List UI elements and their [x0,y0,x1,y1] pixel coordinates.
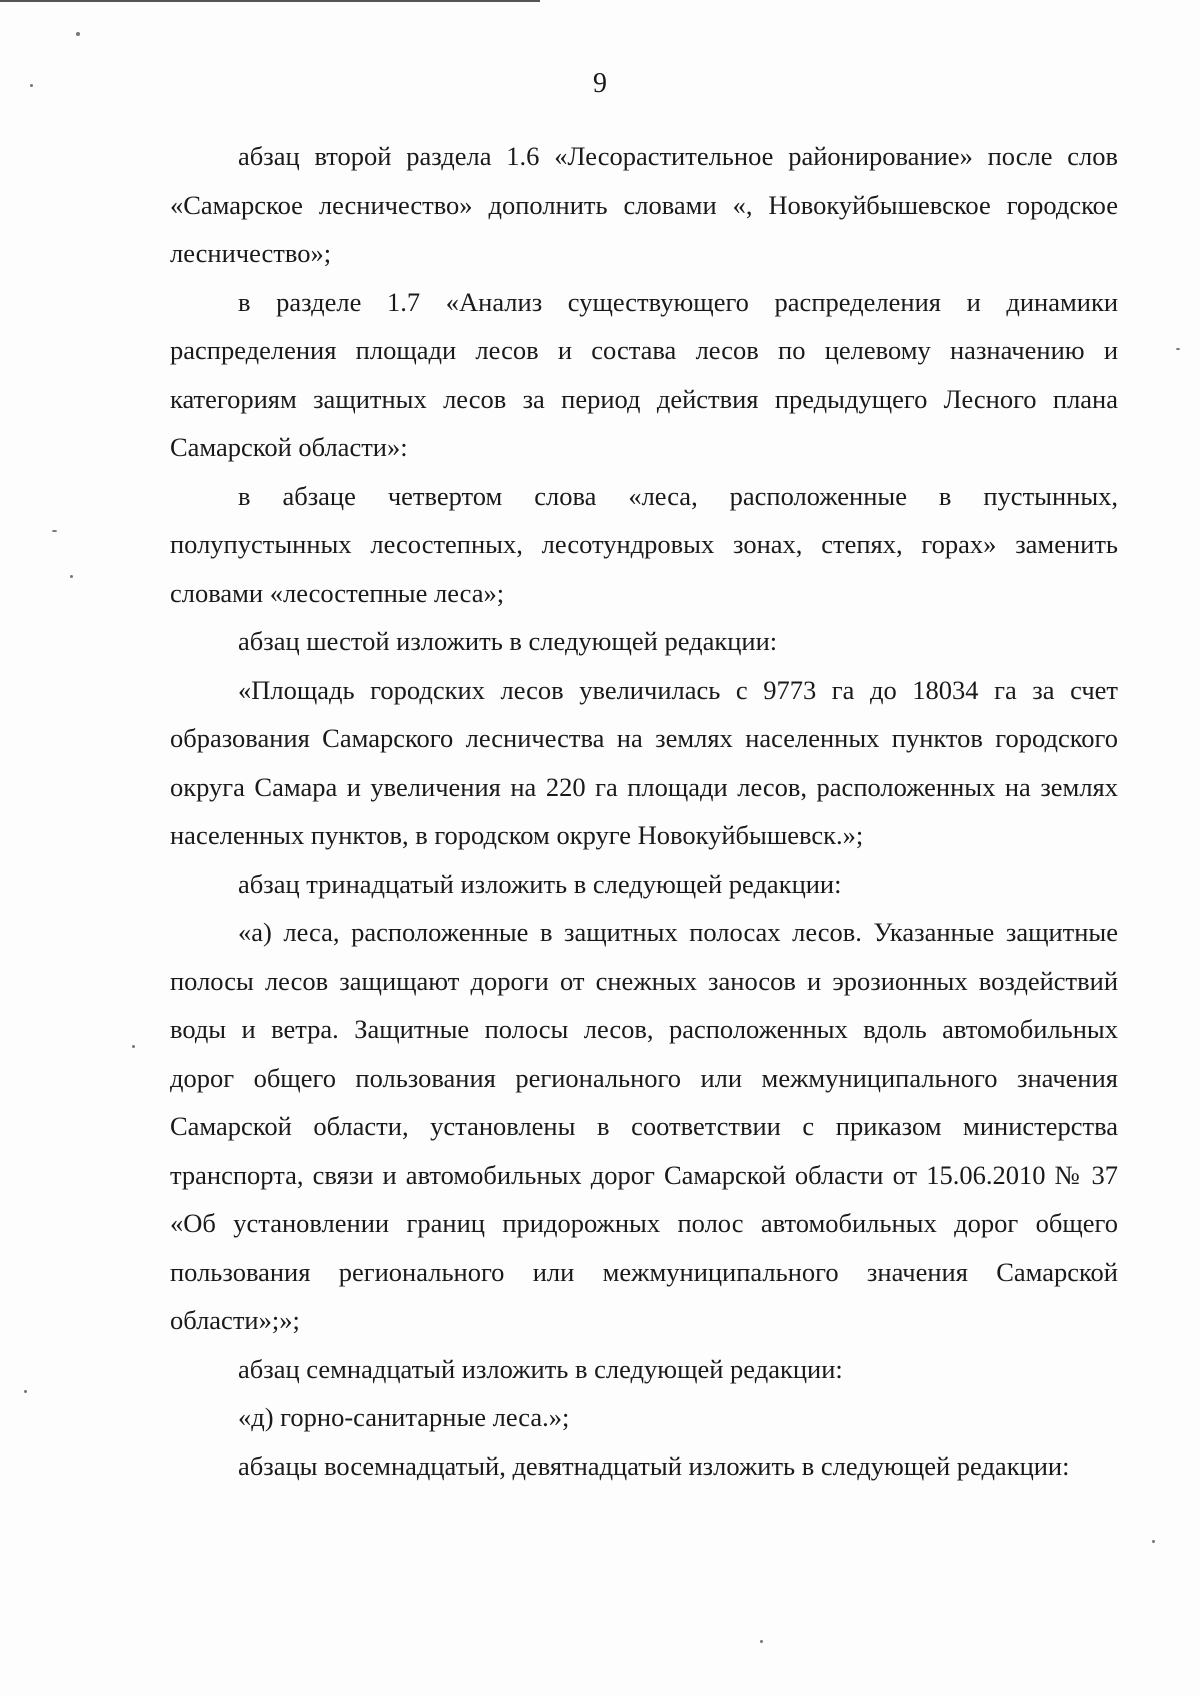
paragraph-sixth-intro: абзац шестой изложить в следующей редакции: [238,626,778,656]
scan-speck [760,1640,763,1643]
paragraph-fourth: в абзаце четвертом слова «леса, расположенные в пустынных, полупустынных лесостепных, лесотундровых зонах, степях, горах» заменить словами «лесостепные леса»; [170,480,1118,608]
paragraph-section-1-6: абзац второй раздела 1.6 «Лесорастительное районирование» после слов «Самарское лесничество» дополнить словами «, Новокуйбышевское городское лесничество»; [170,141,1118,268]
scan-speck [76,32,80,36]
paragraph-thirteenth-intro: абзац тринадцатый изложить в следующей редакции: [238,868,842,899]
scan-speck [24,1390,27,1393]
paragraph-section-1-7: в разделе 1.7 «Анализ существующего распределения и динамики распределения площади лесов и состава лесов по целевому назначению и категориям защитных лесов за период действия предыдущего Лесного плана Самарской области»: [170,286,1118,462]
scan-speck [132,1045,135,1048]
paragraph-sixth-text: «Площадь городских лесов увеличилась с 9773 га до 18034 га за счет образования Самарского лесничества на землях населенных пунктов городского округа Самара и увеличения на 220 га площади лесов, расположенных на землях населенных пунктов, в городском округе Новокуйбышевск.»; [170,674,1118,850]
document-body [170,132,1118,1490]
scan-speck [52,530,57,532]
scan-speck [1152,1540,1155,1543]
page-number: 9 [593,68,607,99]
scan-speck [1176,348,1180,350]
paragraph-eighteenth-nineteenth-intro: абзацы восемнадцатый, девятнадцатый изложить в следующей редакции: [238,1450,1070,1481]
paragraph-seventeenth-text: «д) горно-санитарные леса.»; [238,1402,570,1432]
paragraph-thirteenth-text: «а) леса, расположенные в защитных полосах лесов. Указанные защитные полосы лесов защищают дороги от снежных заносов и эрозионных воздействий воды и ветра. Защитные полосы лесов, расположенных вдоль автомобильных дорог общего пользования регионального или межмуниципального значения Самарской области, установлены в соответствии с приказом министерства транспорта, связи и автомобильных дорог Самарской области от 15.06.2010 № 37 «Об установлении границ придорожных полос автомобильных дорог общего пользования регионального или межмуниципального значения Самарской области»;»; [170,917,1118,1335]
paragraph-seventeenth-intro: абзац семнадцатый изложить в следующей редакции: [238,1353,843,1384]
scan-speck [30,84,33,87]
scan-speck [70,575,73,578]
scan-edge-line [0,0,540,2]
